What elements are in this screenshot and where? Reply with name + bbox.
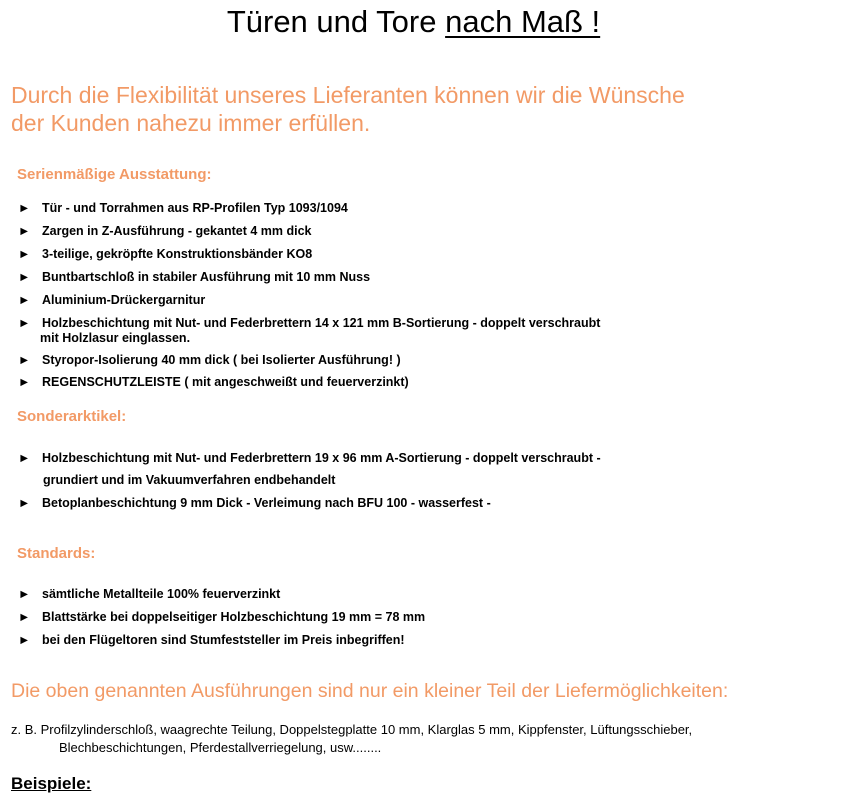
- serial-heading: Serienmäßige Ausstattung:: [17, 166, 212, 183]
- standards-item: ► sämtliche Metallteile 100% feuerverzinkt: [18, 587, 281, 601]
- bullet-arrow-icon: ►: [18, 353, 31, 367]
- examples-note-line-2: Blechbeschichtungen, Pferdestallverriegelung, usw........: [59, 740, 382, 755]
- standards-heading: Standards:: [17, 545, 96, 562]
- examples-note-line-1: z. B. Profilzylinderschloß, waagrechte Teilung, Doppelstegplatte 10 mm, Klarglas 5 mm, Kippfenster, Lüftungsschieber,: [11, 722, 693, 737]
- bullet-arrow-icon: ►: [18, 270, 31, 284]
- serial-item: ► Buntbartschloß in stabiler Ausführung mit 10 mm Nuss: [18, 270, 371, 284]
- special-item: ► Holzbeschichtung mit Nut- und Federbrettern 19 x 96 mm A-Sortierung - doppelt verschraubt -: [18, 451, 601, 465]
- serial-item: ► Holzbeschichtung mit Nut- und Federbrettern 14 x 121 mm B-Sortierung - doppelt verschraubt: [18, 316, 601, 330]
- bullet-arrow-icon: ►: [18, 247, 31, 261]
- intro-line-1: Durch die Flexibilität unseres Lieferanten können wir die Wünsche: [11, 82, 685, 108]
- serial-item-continuation: mit Holzlasur einglassen.: [40, 331, 191, 345]
- serial-item: ► Styropor-Isolierung 40 mm dick ( bei Isolierter Ausführung! ): [18, 353, 401, 367]
- serial-item: ► 3-teilige, gekröpfte Konstruktionsbänder KO8: [18, 247, 313, 261]
- bullet-arrow-icon: ►: [18, 610, 31, 624]
- serial-item: ► Zargen in Z-Ausführung - gekantet 4 mm dick: [18, 224, 312, 238]
- title-part1: Türen und Tore: [226, 4, 446, 39]
- standards-item: ► Blattstärke bei doppelseitiger Holzbeschichtung 19 mm = 78 mm: [18, 610, 426, 624]
- standards-item: ► bei den Flügeltoren sind Stumfeststeller im Preis inbegriffen!: [18, 633, 405, 647]
- bullet-arrow-icon: ►: [18, 224, 31, 238]
- special-heading: Sonderarktikel:: [17, 408, 127, 425]
- bullet-arrow-icon: ►: [18, 316, 31, 330]
- bullet-arrow-icon: ►: [18, 451, 31, 465]
- special-item-continuation: grundiert und im Vakuumverfahren endbehandelt: [43, 473, 336, 487]
- bullet-arrow-icon: ►: [18, 587, 31, 601]
- bullet-arrow-icon: ►: [18, 375, 31, 389]
- bullet-arrow-icon: ►: [18, 293, 31, 307]
- serial-item: ► Aluminium-Drückergarnitur: [18, 293, 206, 307]
- special-item: ► Betoplanbeschichtung 9 mm Dick - Verleimung nach BFU 100 - wasserfest -: [18, 496, 491, 510]
- page-title: [0, 2, 827, 42]
- bullet-arrow-icon: ►: [18, 633, 31, 647]
- examples-heading: Beispiele:: [11, 774, 92, 793]
- closing-text: Die oben genannten Ausführungen sind nur ein kleiner Teil der Liefermöglichkeiten:: [11, 680, 729, 702]
- title-part2: nach Maß !: [445, 4, 601, 39]
- intro-line-2: der Kunden nahezu immer erfüllen.: [11, 110, 371, 136]
- bullet-arrow-icon: ►: [18, 496, 31, 510]
- serial-item: ► Tür - und Torrahmen aus RP-Profilen Typ 1093/1094: [18, 201, 348, 215]
- serial-item: ► REGENSCHUTZLEISTE ( mit angeschweißt und feuerverzinkt): [18, 375, 409, 389]
- bullet-arrow-icon: ►: [18, 201, 31, 215]
